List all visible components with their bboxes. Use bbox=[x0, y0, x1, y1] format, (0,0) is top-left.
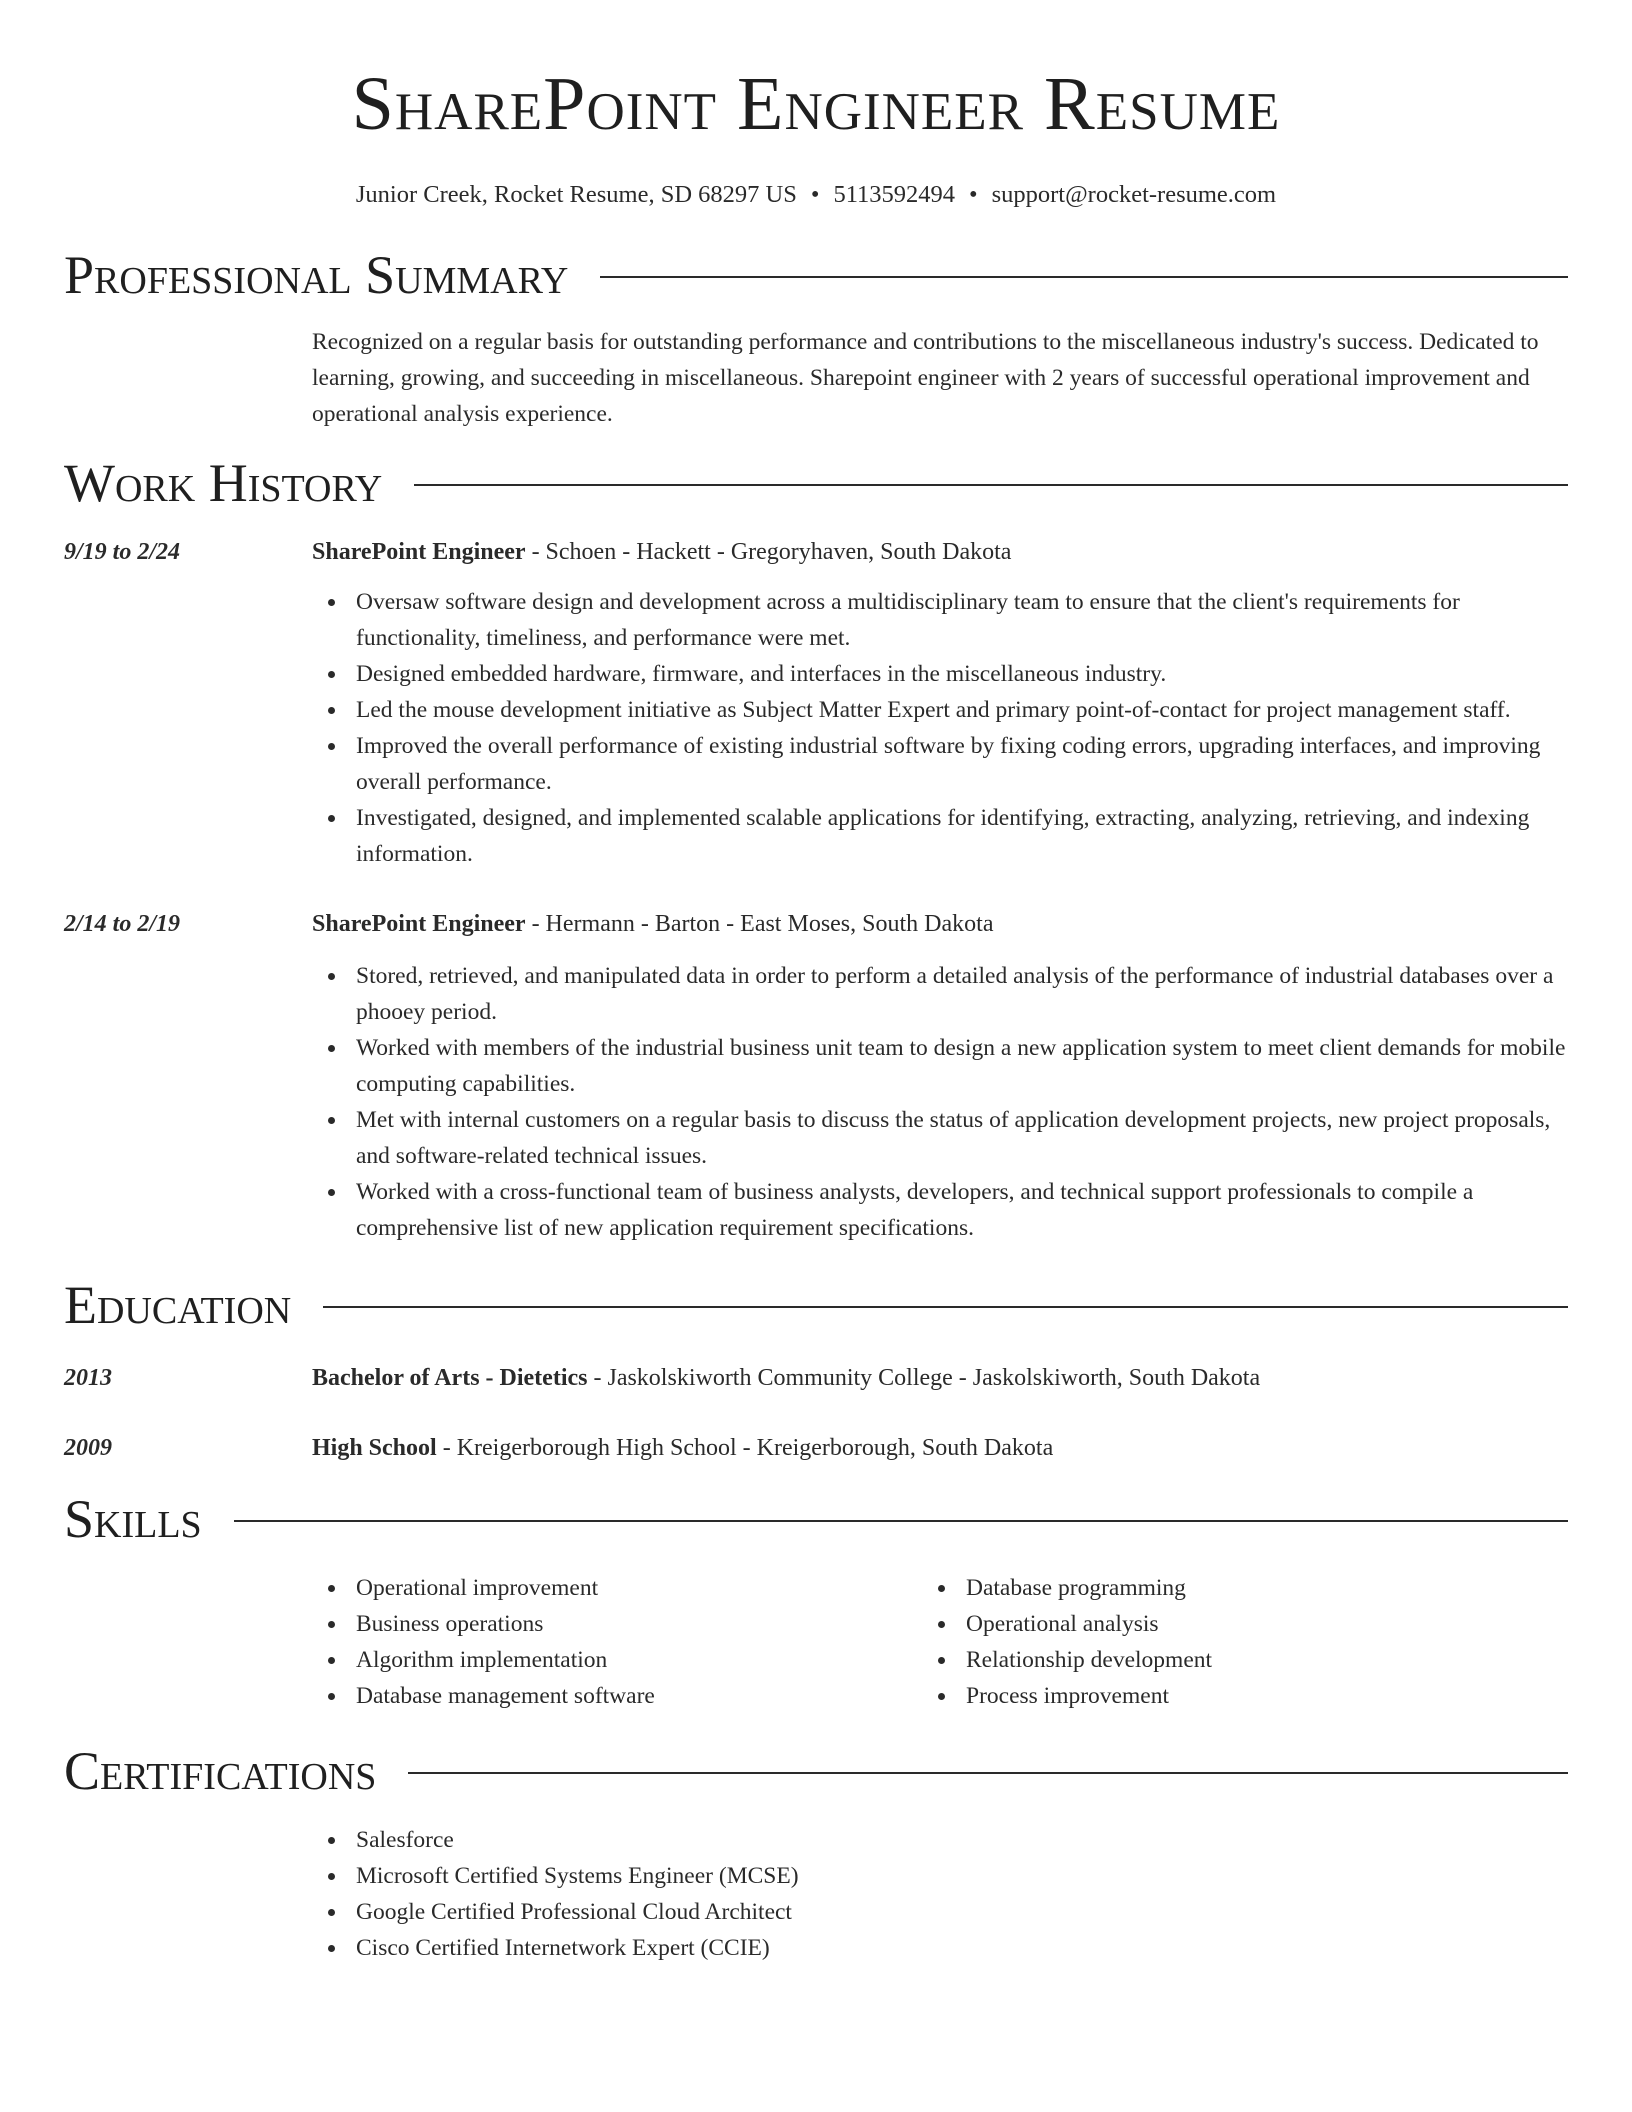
job-employer: - Schoen - Hackett - Gregoryhaven, South Dakota bbox=[525, 539, 1012, 565]
education-heading: Education bbox=[64, 1275, 292, 1335]
education-info bbox=[312, 1430, 1568, 1466]
section-divider bbox=[600, 276, 1568, 278]
list-item: Database management software bbox=[312, 1678, 922, 1714]
contact-phone: 5113592494 bbox=[833, 181, 956, 208]
summary-heading: Professional Summary bbox=[64, 245, 569, 305]
certifications-list bbox=[312, 1822, 1568, 1966]
work-entry-header bbox=[64, 534, 1568, 570]
work-entry bbox=[64, 906, 1568, 1246]
list-item: Salesforce bbox=[312, 1822, 1568, 1858]
certifications-heading: Certifications bbox=[64, 1741, 377, 1801]
list-item: Operational analysis bbox=[922, 1606, 1532, 1642]
education-entry bbox=[64, 1430, 1568, 1466]
list-item: Cisco Certified Internetwork Expert (CCIE) bbox=[312, 1930, 1568, 1966]
list-item: Led the mouse development initiative as Subject Matter Expert and primary point-of-contact for project management staff. bbox=[312, 692, 1568, 728]
list-item: Relationship development bbox=[922, 1642, 1532, 1678]
work-entry bbox=[64, 534, 1568, 872]
skills-section-header bbox=[64, 1484, 1568, 1554]
section-divider bbox=[234, 1520, 1568, 1522]
work-dates: 2/14 to 2/19 bbox=[64, 911, 181, 937]
contact-separator: • bbox=[969, 181, 978, 208]
list-item: Designed embedded hardware, firmware, and interfaces in the miscellaneous industry. bbox=[312, 656, 1568, 692]
work-entry-header bbox=[64, 906, 1568, 942]
list-item: Worked with members of the industrial business unit team to design a new application system to meet client demands for mobile computing capabilities. bbox=[312, 1030, 1568, 1102]
job-employer: - Hermann - Barton - East Moses, South Dakota bbox=[525, 911, 994, 937]
contact-email: support@rocket-resume.com bbox=[991, 181, 1277, 208]
contact-address: Junior Creek, Rocket Resume, SD 68297 US bbox=[355, 181, 797, 208]
list-item: Operational improvement bbox=[312, 1570, 922, 1606]
education-degree: Bachelor of Arts - Dietetics bbox=[312, 1365, 588, 1391]
work-entry-info bbox=[312, 534, 1568, 570]
work-dates: 9/19 to 2/24 bbox=[64, 539, 181, 565]
contact-separator: • bbox=[810, 181, 820, 208]
work-entry-info bbox=[312, 906, 1568, 942]
job-bullets bbox=[312, 584, 1568, 872]
skills-column-1 bbox=[312, 1570, 922, 1714]
education-degree: High School bbox=[312, 1435, 437, 1461]
education-info bbox=[312, 1360, 1568, 1396]
list-item: Met with internal customers on a regular basis to discuss the status of application development projects, new project proposals, and software-related technical issues. bbox=[312, 1102, 1568, 1174]
section-divider bbox=[408, 1772, 1568, 1774]
list-item: Algorithm implementation bbox=[312, 1642, 922, 1678]
skills-heading: Skills bbox=[64, 1489, 202, 1549]
skills-grid bbox=[312, 1570, 1568, 1714]
summary-text: Recognized on a regular basis for outstanding performance and contributions to the miscellaneous industry's success. Dedicated to learning, growing, and succeeding in miscellaneous. Sharepoint engineer with 2 years of successful operational improvement and operational analysis experience. bbox=[312, 329, 1539, 427]
list-item: Oversaw software design and development across a multidisciplinary team to ensure that the client's requirements for functionality, timeliness, and performance were met. bbox=[312, 584, 1568, 656]
job-title: SharePoint Engineer bbox=[312, 539, 526, 565]
summary-section-header bbox=[64, 240, 1568, 310]
education-school: - Kreigerborough High School - Kreigerborough, South Dakota bbox=[436, 1435, 1054, 1461]
list-item: Worked with a cross-functional team of business analysts, developers, and technical support professionals to compile a comprehensive list of new application requirement specifications. bbox=[312, 1174, 1568, 1246]
contact-line bbox=[64, 178, 1568, 212]
resume-title: SharePoint Engineer Resume bbox=[351, 62, 1281, 146]
list-item: Business operations bbox=[312, 1606, 922, 1642]
education-school: - Jaskolskiworth Community College - Jaskolskiworth, South Dakota bbox=[587, 1365, 1261, 1391]
education-year: 2009 bbox=[64, 1435, 112, 1461]
skills-column-2 bbox=[922, 1570, 1532, 1714]
list-item: Process improvement bbox=[922, 1678, 1532, 1714]
work-section-header bbox=[64, 448, 1568, 518]
list-item: Database programming bbox=[922, 1570, 1532, 1606]
job-title: SharePoint Engineer bbox=[312, 911, 526, 937]
education-year: 2013 bbox=[64, 1365, 112, 1391]
list-item: Google Certified Professional Cloud Architect bbox=[312, 1894, 1568, 1930]
list-item: Improved the overall performance of existing industrial software by fixing coding errors, upgrading interfaces, and improving overall performance. bbox=[312, 728, 1568, 800]
list-item: Microsoft Certified Systems Engineer (MCSE) bbox=[312, 1858, 1568, 1894]
list-item: Stored, retrieved, and manipulated data in order to perform a detailed analysis of the performance of industrial databases over a phooey period. bbox=[312, 958, 1568, 1030]
job-bullets bbox=[312, 958, 1568, 1246]
section-divider bbox=[414, 484, 1568, 486]
certifications-section-header bbox=[64, 1736, 1568, 1806]
education-entry bbox=[64, 1360, 1568, 1396]
work-heading: Work History bbox=[64, 453, 383, 513]
list-item: Investigated, designed, and implemented scalable applications for identifying, extracting, analyzing, retrieving, and indexing information. bbox=[312, 800, 1568, 872]
section-divider bbox=[323, 1306, 1568, 1308]
education-section-header bbox=[64, 1270, 1568, 1340]
